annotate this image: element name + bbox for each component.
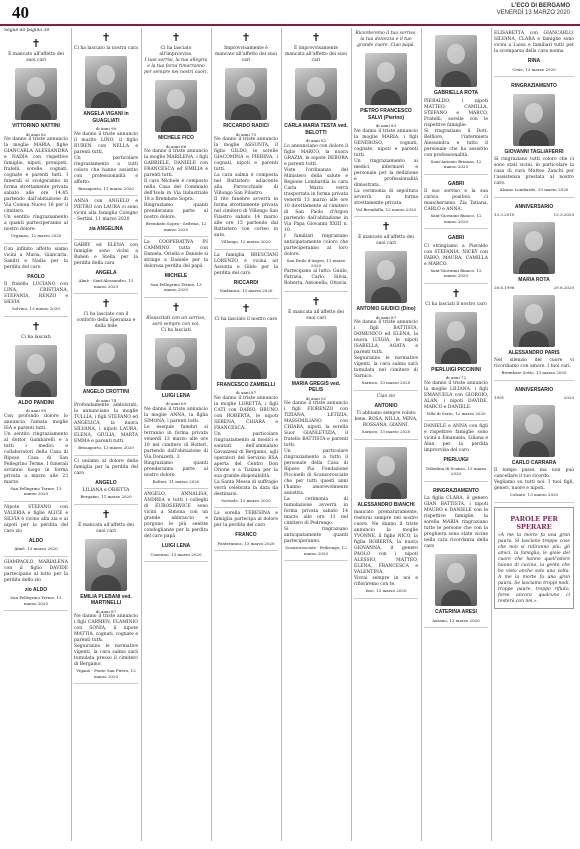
page-number: 40	[12, 3, 29, 22]
deceased-name: ANTONIO	[374, 402, 398, 409]
place-date: Brusaporto, 11 marzo 2020	[78, 185, 134, 191]
age: di anni 82	[305, 138, 327, 143]
cross-icon: ✝	[171, 31, 181, 44]
section-heading: RINGRAZIAMENTO	[433, 487, 479, 494]
notice	[424, 175, 488, 230]
page-header	[497, 3, 570, 17]
portrait-photo	[155, 338, 197, 390]
notice	[214, 508, 278, 551]
notice-quote: Risuscitati con un sorriso, sarò sempre con voi.	[146, 315, 206, 327]
portrait-photo	[513, 94, 555, 146]
place-date: Ciserano, 13 marzo 2020	[150, 551, 202, 557]
place-date: Alzano Lombardo, 13 marzo 2020	[499, 187, 569, 192]
notice	[74, 294, 138, 456]
cross-icon: ✝	[241, 301, 251, 315]
place-date: Urgnano, 12 marzo 2020	[10, 233, 62, 238]
deceased-name: PAOLO	[27, 273, 45, 280]
notice	[284, 28, 348, 292]
notice-text: Lo annunciano con dolore il figlio MARCO, la nuora GRAZIA, la nipote DEBORA e parenti tutti.	[284, 143, 348, 167]
notice-intro: Ci ha lasciato la nostra cara	[74, 46, 138, 51]
column-5	[284, 28, 348, 841]
column-4	[214, 28, 278, 841]
notice	[144, 237, 208, 298]
date-from: 13.3.2010	[494, 212, 515, 217]
age: di anni 74	[95, 397, 117, 403]
notice	[4, 244, 68, 317]
section-heading: ANNIVERSARIO	[514, 203, 554, 210]
notice-text: La Santa Messa di suffragio verrà celebrata in data da destinarsi.	[214, 479, 278, 497]
notice-quote: I tuoi sorrisi, la tua allegria e la tua forza rimarranno per sempre nei nostri cuori.	[144, 58, 208, 75]
deceased-name: FRANCO	[235, 532, 257, 538]
portrait-photo	[15, 68, 57, 120]
notice	[74, 240, 138, 295]
section-heading: RINGRAZIAMENTO	[511, 83, 557, 89]
notice-text: ELISABETTA con GIANCARLO, SILVANA, CLARA e famiglie sono vicini a Luisa e familiari tutti per la scomparsa della cara nonna	[494, 31, 574, 54]
notice-text: Si ringraziano il Dott. Belfiore, l'infermiera Alessandra e tutto il personale che ha assistito con professionalità.	[424, 128, 488, 158]
notice	[284, 292, 348, 562]
place-date: Brembate Sotto, 13 marzo 2020	[501, 370, 567, 375]
deceased-name: CARLO CARRARA	[511, 459, 557, 466]
notice	[4, 317, 68, 502]
portrait-photo	[513, 405, 555, 457]
cross-icon: ✝	[31, 37, 41, 50]
notice-intro: È mancata all'affetto dei suoi cari	[288, 309, 344, 321]
notice-intro: È mancata all'affetto dei suoi cari	[78, 522, 134, 534]
place-date: San Pellegrino Terme, 13 marzo 2020	[10, 485, 62, 496]
notice	[74, 28, 138, 196]
place-date: Ponteranica, 13 marzo 2020	[217, 540, 275, 546]
deceased-name: RINA	[527, 58, 541, 64]
portrait-photo	[15, 345, 57, 397]
place-date: Viganò - Ponte San Pietro, 12 marzo 2020	[76, 668, 136, 679]
notice-text: Ringraziamo quanti prenderanno parte al nostro dolore.	[144, 460, 208, 478]
age: di anni 87	[235, 390, 257, 395]
notice	[424, 421, 488, 482]
notice-intro: Improvvisamente è mancato all'affetto dei suoi cari	[215, 46, 277, 63]
age: di anni 82	[25, 131, 47, 137]
notice-text: Con profondo dolore lo annuncia l'amata moglie ISA e parenti tutti.	[4, 413, 68, 431]
place-date: Viadanica, 13 marzo 2020	[219, 288, 273, 293]
deceased-name: ANGELO	[95, 479, 117, 486]
portrait-photo	[225, 327, 267, 379]
place-date: Solvino, 13 marzo 2020	[12, 306, 60, 311]
column-divider	[281, 28, 282, 841]
notice	[144, 298, 208, 490]
notice-text: Le esequie funebri si terranno in forma privata venerdì 13 marzo alle ore 10 nel cimitero di Bolteri, partendo dall'abitazione di Via Donizetti, 3.	[144, 424, 208, 460]
notice-text: Ne danno il triste annuncio il marito LINO, il figlio RUBEN con NELLA e parenti tutti.	[74, 131, 138, 155]
deceased-name: GABRI	[447, 235, 465, 241]
deceased-name: PIETRO FRANCESCO SALVI (Pierino)	[360, 108, 412, 121]
notice-text: Ne danno il triste annuncio la moglie ASSUNTA, il figlio GILDO, le sorelle GIACOMINA e PIERINA, i cognati, nipoti e parenti tutti.	[214, 137, 278, 172]
deceased-name: zia ANGELINA	[89, 226, 123, 232]
deceased-name: MICHELE	[164, 273, 188, 279]
deceased-name: FRANCESCO ZAMBELLI	[216, 381, 276, 388]
deceased-name: ANGELA	[95, 269, 117, 276]
notice-intro: Ci ha lasciato il nostro caro	[214, 316, 278, 322]
notice-intro: È mancato all'affetto dei suoi cari	[358, 235, 414, 246]
notice-text: Ne danno il triste annuncio i figli FIORENZO con TIZIANA, LETIZIA, MASSIMILIANO con CHIARA, nipoti, la sorella Suor GIANLETIZIA, il fratello BATTISTA e parenti tutti.	[284, 401, 348, 448]
date-from: 1991	[494, 395, 505, 400]
cross-icon: ✝	[241, 31, 251, 44]
cross-icon: ✝	[101, 31, 111, 44]
notice-text: I familiari ringraziano anticipatamente coloro che parteciperanno al loro dolore.	[284, 233, 348, 257]
deceased-name: VITTORINO NATTINI	[12, 123, 60, 129]
cross-icon: ✝	[381, 220, 391, 233]
cross-icon: ✝	[311, 294, 321, 308]
place-date: Bolteri, 11 marzo 2020	[152, 478, 200, 484]
portrait-photo	[435, 554, 477, 606]
notice-intro: Ci ha lasciati	[21, 334, 51, 340]
notice-text: Si ringraziano anticipatamente quanti parteciperanno.	[284, 527, 348, 544]
notice-text: Il fratello LUCIANO con LINA, CRISTIANA, STEFANIA, RENZO e SILVIA	[4, 282, 68, 305]
notice-text: La cerimonia di sepoltura avverrà in forma strettamente privata.	[354, 188, 418, 206]
notice-text: Vivrai sempre in noi e rifioriremo con te.	[354, 576, 418, 587]
place-date: Tribulina di Scanzo, 13 marzo 2020	[425, 465, 487, 476]
notice-text: Partecipano al lutto: Guido, Patrizia, Carlo, Silvia, Roberta, Antonella, Ottavia	[284, 268, 348, 286]
notice-text: ANNA con ANGELO e PIETRO con LAURA ci sono vicini alla famiglia Cologno - Sertini, 11 marzo 2020	[74, 199, 138, 222]
date-row	[494, 285, 574, 291]
date-to: 2020	[563, 395, 574, 400]
notice	[354, 217, 418, 391]
age: di anni 90	[95, 126, 117, 131]
notice-text: Nipote STEFANO con VALERIA e figlie ALICE e SILVIA è vicino alla zia e ai nipoti per la perdita del caro zio	[4, 504, 68, 534]
notice-text: Il rito funebre avverrà in forma strettamente privata nel cimitero di Villongo San Filastro sabato 14 marzo alle ore 15 partendo dal Battistero con corteo in auto.	[214, 197, 278, 238]
newspaper-name: L'ECO DI BERGAMO	[511, 3, 570, 9]
notice-text: Un particolare ringraziamento a tutti coloro che hanno assistito con professionalità e affetto.	[74, 155, 138, 185]
notice	[354, 391, 418, 440]
column-divider	[491, 28, 492, 841]
notice-text: Con infinito affetto siamo vicini a Maria, Giancarla, Sandri e Nadia per la perdita del caro	[4, 246, 68, 270]
deceased-name: EMILIA PLEBANI ved. MARTINELLI	[80, 593, 132, 606]
quote-box-text: «A me la morte fa una gran paura. Si lasciano troppe cose che non si ridiranno più: gli amici, la famiglia, le gioie del cuore che hanno quell'odore buono di cucina, la gente che ho visto anche solo una volta. A me la morte fa una gran paura. Se lasciamo troppi nodi, troppe paure, troppo rifiuto, forse ancora qualcuno ci resterà con noi.»	[498, 532, 570, 604]
deceased-name: LUIGI LENA	[161, 543, 191, 549]
notice	[494, 381, 574, 503]
notice-text: mancato prematuramente, resterai sempre nel nostro cuore. Ne danno il triste annuncio la moglie YVONNE, il figlio NICO, la figlia ROBERTA, la nuora GIOVANNA, il genero PAOLO con i nipoti ALESSIO, MATTEO, ELENA, FRANCESCA e VALENTINA.	[354, 510, 418, 575]
deceased-name: ALESSANDRO BIANCHI	[357, 501, 415, 508]
age: di anni 92	[305, 395, 327, 401]
place-date: Brusaporto, 13 marzo 2020	[78, 445, 134, 450]
notice-quote: Ricorderemo il tuo sorriso, la tua dolcezza e il tuo grande cuore. Ciao papà.	[355, 31, 417, 48]
notice	[214, 28, 278, 250]
deceased-name: GABRI	[447, 180, 465, 187]
notice-text: Profondamente addolorati, lo annunciano la moglie TULLIA, i figli STEFANO ed ANGELICA, la nuora SILVANA, i nipoti LAURA, ELENA, GIULIA, MARTA EMMA e parenti tutti.	[74, 403, 138, 444]
notice-text: Un particolare ringraziamento ai medici e sanitari dell'ammalato Gavazzeni di Bergamo, agli operatori del Servizio RSA aperta del Centro Don Orione e a Tiziana per la sua grande disponibilità.	[214, 431, 278, 479]
notice	[424, 229, 488, 284]
place-date: Colzate, 13 marzo 2020	[509, 492, 559, 497]
portrait-photo	[513, 295, 555, 347]
portrait-photo	[295, 68, 337, 120]
notice-text: Vegliamo su tutti noi. I tuoi figli, generi, nuore e nipoti.	[494, 480, 574, 491]
notice	[74, 456, 138, 505]
deceased-name: ALESSANDRO PARIS	[508, 349, 560, 356]
column-divider	[351, 28, 352, 841]
deceased-name: MARIA GREGIS ved. PELIS	[291, 380, 341, 393]
place-date: Sarnico, 13 marzo 2020	[361, 429, 411, 434]
age: di anni 87	[375, 314, 397, 320]
date-to: 29.8.2020	[553, 285, 574, 290]
place-date: Sant'Giovanni Bianco, 12 marzo 2020	[430, 213, 482, 224]
column-3	[144, 28, 208, 841]
notice-text: Il caro Michele è composto nella Casa del Commiato dell'Isola in Via Industriale 18 a Brembate Sopra.	[144, 179, 208, 202]
age: di anni 90	[25, 408, 47, 413]
place-date: Almè - Sant'Alessandro, 13 marzo 2020	[78, 278, 134, 289]
place-date: San Paolo d'Argon, 11 marzo 2020	[286, 257, 346, 268]
cross-icon: ✝	[311, 31, 321, 44]
notice	[494, 28, 574, 77]
portrait-photo	[85, 539, 127, 591]
notice	[4, 557, 68, 612]
column-2	[74, 28, 138, 841]
notice-text: LILIANA e ORIETTA	[82, 488, 130, 493]
place-date: Brembate Sopra - Sedrina, 12 marzo 2020	[145, 221, 207, 232]
portrait-photo	[85, 334, 127, 386]
deceased-name: RICCARDO RADICI	[223, 123, 269, 129]
notice-text: Nel silenzio del cuore vi ricordiamo con amore. I tuoi cari.	[494, 358, 574, 369]
place-date: Sarnico, 13 marzo 2020	[361, 380, 411, 385]
notice-text: Ne danno il triste annuncio i figli CARMEN, FLAMINIO con SONIA, il nipote MATTIA, cognati, cognate e parenti tutti.	[74, 614, 138, 643]
portrait-photo	[85, 56, 127, 108]
notice-text: La famiglia BRESCIANI LORENZO è vicina ad Assunta e Gildo per la perdita del caro	[214, 252, 278, 276]
notice-text: Il suo sorriso e la sua carica positiva ci mancheranno. Zia Tatiana, CARLO e ANNA.	[424, 189, 488, 212]
notice	[4, 502, 68, 557]
deceased-name: PIERLUIGI	[443, 457, 469, 463]
age: di anni 66	[165, 143, 187, 149]
notice-intro: È mancato all'affetto dei suoi cari	[8, 52, 64, 63]
place-date: Bergamo, 11 marzo 2020	[80, 494, 132, 499]
deceased-name: CATERINA ARESI	[435, 609, 477, 615]
column-1	[4, 28, 68, 841]
notice-text: Un sentito ringraziamento a quanti parteciperanno al nostro dolore.	[4, 215, 68, 232]
portrait-photo	[365, 447, 407, 499]
date-row	[494, 395, 574, 401]
notice-text: Ne danno il triste annuncio la moglie LORETTA, i figli CATI con DARIO, BRUNO con ROBERTA, le nipoti SERENA, CHIARA e FRANCESCA.	[214, 395, 278, 431]
notice-text: La cara salma è composta nel Battistero adiacente alla Parrocchiale di Villongo San Filastro.	[214, 173, 278, 196]
place-date: Cene, 13 marzo 2020	[512, 66, 556, 72]
age: di anni 69	[165, 401, 187, 406]
notice-text: Ne danno il triste annuncio la moglie ANNA, la figlia SIMONA, i parenti tutti.	[144, 406, 208, 424]
notice-text: Seguiranno le normative vigenti, la cara salma sarà tumulata presso il cimitero di Bergamo.	[74, 644, 138, 667]
deceased-name: MARIA ROTA	[518, 276, 550, 283]
notice-text: La COOPERATIVA IN CAMMINO tutta con Daniela, Oriella e Daniele si stringe a Daniele per la dolorosa perdita del papà	[144, 240, 208, 269]
portrait-photo	[225, 68, 267, 120]
column-divider	[141, 28, 142, 841]
cross-icon: ✝	[451, 286, 461, 300]
notice	[4, 34, 68, 244]
notice	[494, 77, 574, 198]
notice-intro: Ci ha lasciati il nostro caro	[425, 301, 487, 307]
notice-text: DANIELE e ANNA con figli e rispettive famiglie sono vicini a Emanuela, Liliana e Alan per la perdita improvvisa del caro	[424, 424, 488, 453]
notice	[74, 196, 138, 240]
deceased-name: CARLA MARIA TESTA ved. BELOTTI	[284, 123, 348, 136]
notice-text: Viste l'ordinanza del Ministero della salute e Regione Lombardia la cara Carla Maria verrà trasportata in forma privata venerdì 13 marzo alle ore 10 direttamente al cimitero di San Paolo d'Argon partendo dall'abitazione in Via Papa Giovanni XXIII n. 10.	[284, 167, 348, 233]
deceased-name: ANTONIO GIUDICI (Dino)	[356, 306, 416, 312]
deceased-name: ANGELA VIGANI in GUAGLIATI	[83, 111, 129, 124]
notice-text: Seguiranno le normative vigenti, la cara salma sarà tumulata nel cimitero di Sarnico.	[354, 356, 418, 379]
place-date: Sorisole, 12 marzo 2020	[221, 497, 271, 503]
column-divider	[71, 28, 72, 841]
notice-text: La cerimonia di tumulazione avverrà in forma privata sabato 14 marzo alle ore 11 nel cimitero di Pedrengo.	[284, 497, 348, 526]
deceased-name: ALDO	[28, 537, 44, 544]
notice-text: Ringraziamo quanti prenderanno parte al nostro dolore.	[144, 203, 208, 220]
place-date: Isso, 13 marzo 2020	[365, 588, 407, 593]
deceased-name: MICHELE FICO	[158, 135, 194, 141]
notice-text: Ne danno il triste annuncio la moglie MARIA, figlie GIANCARLA ALESSANDRA e NADIA con rispettive famiglie, nipoti, pronipoti, fratelli, sorelle, cognati, cognate e parenti tutti. I funerali si svolgeranno in forma strettamente privata sabato alle ore 14,45 partendo dall'abitazione di Via Comun Nuovo 16 per il cimitero.	[4, 137, 68, 214]
header-rule	[0, 24, 580, 26]
notice-text: Il tempo passa ma non può cancellare il tuo ricordo.	[494, 468, 574, 479]
place-date: Sant'Giovanni Bianco, 12 marzo 2020	[430, 267, 482, 278]
place-date: Villongo, 12 marzo 2020	[221, 239, 271, 244]
place-date: San Pellegrino Terme, 13 marzo 2020	[10, 595, 62, 606]
notice-quote: Ciao zio	[376, 393, 396, 399]
notice-text: PIERALDO, i nipoti MATTEO, CAMILLA, STEFANO e MARCO, Fratelli, sorelle con le rispettive famiglie.	[424, 98, 488, 128]
deceased-name: GABRIELLA ROTA	[433, 90, 479, 96]
date-to: 13.3.2020	[553, 212, 574, 217]
place-date: Azzano, 13 marzo 2020	[432, 617, 480, 623]
portrait-photo	[435, 312, 477, 364]
notice-text: La sorella TERESINA e famiglia partecipa al dolore per la perdita del caro	[214, 511, 278, 528]
place-date: San Pellegrino Terme, 13 marzo 2020	[150, 281, 202, 292]
deceased-name: RICCARDI	[233, 279, 259, 286]
deceased-name: LUIGI LENA	[161, 392, 191, 399]
notice-intro: Ci ha lasciati	[161, 327, 191, 333]
notice-text: Un sentito ringraziamento al dottor Gambarelli e a tutti i medici e collaboratori della Casa di Riposo Casa di San Pellegrino Terme. I funerali avranno luogo in forma privata a marzo alle 23 marzo.	[4, 431, 68, 485]
portrait-photo	[295, 326, 337, 378]
cross-icon: ✝	[101, 507, 111, 521]
section-heading: ANNIVERSARIO	[514, 386, 554, 393]
column-6	[354, 28, 418, 841]
age: di anni 72	[445, 375, 467, 380]
notice	[494, 198, 574, 381]
notice	[214, 299, 278, 509]
date-from: 28.6.1996	[494, 285, 515, 290]
cross-icon: ✝	[101, 297, 111, 310]
portrait-photo	[365, 251, 407, 303]
notice-text: Ne danno il triste annuncio i figli BATTISTA, DOMENICO ed ELENA, la nuora LUIGIA, le nipoti ISABELLA, AGATA e parenti tutti.	[354, 320, 418, 355]
cross-icon: ✝	[171, 300, 181, 314]
date-row	[494, 212, 574, 218]
quote-box-title: PAROLE PER SPERARE	[510, 514, 558, 531]
portrait-photo	[513, 222, 555, 274]
notice-intro: È improvvisamente mancata all'affetto dei suoi cari	[285, 46, 347, 63]
notice	[144, 489, 208, 562]
notice-text: Un ringraziamento ai medici, infermieri e personale per la dedizione e professionalità dimostrata.	[354, 158, 418, 188]
notice	[74, 505, 138, 685]
notice-text: Ne danno il triste annuncio la moglie MARILENA, i figli GABRIELE, DANIELE con FRANCESCA ed EMILIA e parenti tutti.	[144, 149, 208, 178]
portrait-photo	[435, 35, 477, 87]
portrait-photo	[365, 53, 407, 105]
deceased-name: zio ALDO	[24, 586, 48, 593]
notice-text: Un particolare ringraziamento a tutto il personale della Casa di Riposo Pia Fondazione Piccinelli di Scanzorosciate che per tutti questi anni l'hanno amorevolmente assistita.	[284, 449, 348, 496]
notice	[424, 482, 488, 629]
age: di anni 87	[95, 608, 117, 614]
notice	[144, 28, 208, 237]
cross-icon: ✝	[31, 319, 41, 333]
notice-intro: Ci ha lasciato all'improvviso.	[159, 46, 193, 57]
place-date: Sant'Antonio Brianza, 12 marzo 2020	[430, 158, 482, 169]
place-date: Scanzorosciate - Pedrengo, 12 marzo 2020	[285, 545, 347, 556]
notice-text: Ci stringiamo a Pieraldo con STEFANIA, NICKY con FABIO, MAURA, CAMILLA e MARCO.	[424, 243, 488, 267]
notice	[424, 28, 488, 175]
age: di anni 73	[235, 131, 257, 137]
column-8	[494, 28, 574, 841]
continued-note: Segue da pagina 38	[4, 28, 50, 33]
deceased-name: ANGELO CROTTINI	[82, 389, 130, 395]
place-date: Villa di Serio, 12 marzo 2020	[426, 410, 486, 416]
deceased-name: PIERLUIGI PICCININI	[431, 366, 481, 373]
column-7	[424, 28, 488, 841]
notice	[214, 250, 278, 299]
deceased-name: GIOVANNI TAGLIAFERRI	[504, 148, 564, 155]
notice-text: GABRY ed ELENA con famiglie sono vicini a Ruben e Stella per la perdita della cara	[74, 242, 138, 266]
issue-date: VENERDÌ 13 MARZO 2020	[496, 10, 570, 16]
column-divider	[211, 28, 212, 841]
deceased-name: ALDO PANDINI	[18, 399, 54, 406]
notice	[354, 28, 418, 217]
place-date: Val Brembilla, 12 marzo 2020	[355, 206, 417, 212]
notice-text: La figlia CLARA, il genero GIAN BATTISTA, i nipoti MAURO e DANIELE con le rispettive famiglie, la sorella MARIA ringraziano tutte le persone che con la preghiera sono state vicine nella cara ricordanza della cara	[424, 496, 488, 549]
notice	[424, 284, 488, 422]
notice-text: Ci uniamo al dolore della famiglia per la perdita del caro	[74, 458, 138, 476]
notice-text: Ne danno il triste annuncio la moglie LILIANA, i figli EMANUELA con GIORGIO, ALAN, i nipoti DAVIDE, MARCO e DANIELE.	[424, 380, 488, 410]
portrait-photo	[155, 80, 197, 132]
quote-box	[494, 507, 574, 609]
notice-intro: Ci ha lasciato con il conforto della Speranza e della fede	[76, 312, 136, 329]
notice-text: Ne danno il triste annuncio la moglie MARIA, i figli GENEROSO, cognati, cognate, nipoti e parenti tutti.	[354, 128, 418, 158]
age: di anni 83	[375, 123, 397, 128]
column-divider	[421, 28, 422, 841]
notice	[354, 440, 418, 599]
notice-text: Si ringraziano tutti coloro che ci sono stati vicini, in particolare la casa di cura Matteo Zanchi per l'assistenza prestata al nostro caro.	[494, 157, 574, 186]
place-date: Almè, 13 marzo 2020	[14, 546, 58, 551]
notice-text: Ti abbiamo sempre voluto bene. ROSA, NILLA, MINA, ROSSANA, GIANNI.	[354, 411, 418, 428]
notice-text: GIAMPAOLO, MARIALENA con il figlio DAVIDE partecipano al lutto per la perdita dello zio	[4, 559, 68, 583]
notice-text: ANGELO, ANNALISA, ANDREA e tutti i colleghi di EUROSERVICE sono vicini a Simona con un grande abbraccio e porgono le più sentite condoglianze per la perdita del caro papà	[144, 492, 208, 539]
